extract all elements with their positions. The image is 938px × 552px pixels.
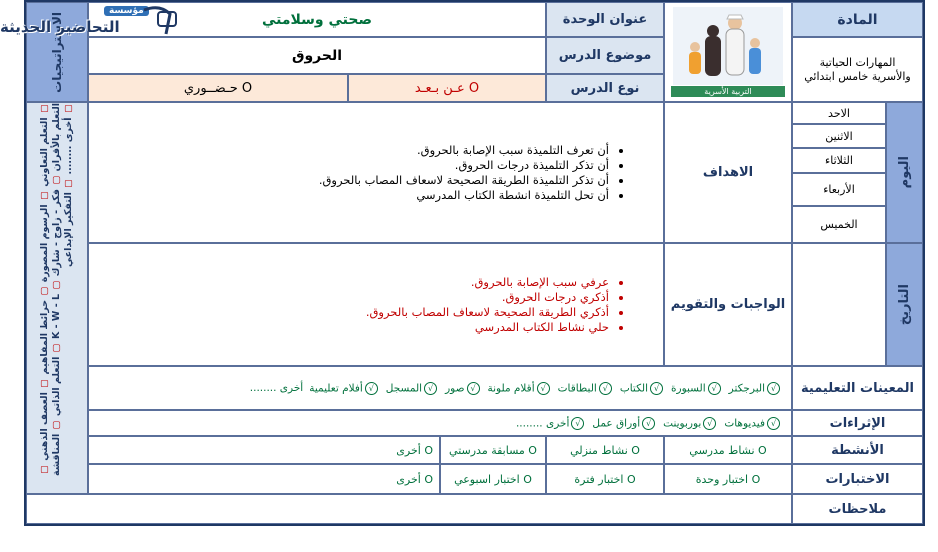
day-wednesday: الأربعاء [792,173,886,206]
day-monday: الاثنين [792,124,886,148]
homework-content [88,243,664,366]
logo-mark-icon [140,6,180,38]
lesson-value: الحروق [88,37,546,74]
test-term[interactable]: اختبار فترة O [546,464,664,494]
strategy-item[interactable]: ▢ التفكير [63,177,74,225]
objectives-label: الاهداف [664,102,792,243]
strategy-item[interactable]: ▢ K - W - L [51,279,62,340]
day-label [886,102,923,243]
day-thursday: الخميس [792,206,886,243]
day-sunday: الاحد [792,102,886,124]
enrichment-options [88,410,792,436]
activity-home[interactable]: نشاط منزلي O [546,436,664,464]
aid-option[interactable]: √أقلام ملونة [488,382,552,395]
test-weekly[interactable]: اختبار اسبوعي O [440,464,546,494]
activity-other[interactable]: أخرى O [88,436,440,464]
activity-school[interactable]: نشاط مدرسي O [664,436,792,464]
subject-text: المهارات الحياتية والأسرية خامس ابتدائي [804,55,911,83]
aid-option[interactable]: √البرجكتر [729,382,782,395]
family-image-cell [664,2,792,102]
notes-value[interactable] [26,494,792,524]
logo-badge: مؤسسة [104,6,149,16]
test-other[interactable]: أخرى O [88,464,440,494]
strategy-item: الإبداعي [63,228,74,267]
date-label [886,243,923,366]
strategies-sidebar [26,102,88,494]
subject-value [792,37,923,102]
tests-label: الاختبارات [792,464,923,494]
enrichment-label: الإثراءات [792,410,923,436]
strategies-header-text: الاستراتيجيات [50,11,64,93]
activities-label: الأنشطة [792,436,923,464]
objective-item: • أن تذكر التلميذة الطريقة الصحيحة لاسعاف المصاب بالحروق. [319,173,609,188]
aid-option[interactable]: √السبورة [671,382,723,395]
strategy-item[interactable]: ▢ أخرى ........ [63,103,74,175]
aid-option[interactable]: √صور [445,382,481,395]
aid-option[interactable]: √أفلام تعليمية [309,382,380,395]
homework-item: • حلي نشاط الكتاب المدرسي [366,320,609,335]
aid-option[interactable]: √المسجل [386,382,439,395]
day-tuesday: الثلاثاء [792,148,886,173]
remote-option[interactable]: عـن بـعـد O [348,74,546,102]
objectives-list [319,143,627,203]
strategy-item[interactable]: ▢ التعلم الذاتي [51,342,62,417]
objective-item: • أن تعرف التلميذة سبب الإصابة بالحروق. [319,143,609,158]
strategy-item[interactable]: ▢ الرسوم المصورة [39,190,50,283]
attend-option[interactable]: حـضــوري O [88,74,348,102]
enrichment-option[interactable]: √أوراق عمل [592,417,657,430]
unit-label: عنوان الوحدة [546,2,664,37]
activity-contest[interactable]: مسابقة مدرستي O [440,436,546,464]
subject-label: المادة [792,2,923,37]
homework-item: • أذكري درجات الحروق. [366,290,609,305]
lesson-label: موضوع الدرس [546,37,664,74]
aid-option[interactable]: √الكتاب [620,382,665,395]
logo [0,6,180,40]
aids-options [88,366,792,410]
strategies-list [39,103,75,489]
objective-item: • أن تحل التلميذة انشطة الكتاب المدرسي [319,188,609,203]
image-caption: التربية الأسرية [671,86,785,97]
lesson-type-label: نوع الدرس [546,74,664,102]
strategy-item[interactable]: ▢ فكر - زاوج - شارك [51,174,62,277]
enrichment-option[interactable]: √فيديوهات [724,417,782,430]
strategy-item[interactable]: ▢ حرائط المفاهيم [39,285,50,375]
homework-list [366,275,627,335]
homework-label: الواجبات والتقويم [664,243,792,366]
day-label-text: اليوم [897,156,912,189]
unit-value: صحتي وسلامتي [88,2,546,37]
aid-option[interactable]: أخرى ........ [249,382,304,394]
objectives-content [88,102,664,243]
date-fields[interactable] [792,243,886,366]
strategy-item[interactable]: ▢ التعلم التعاوني [39,103,50,187]
strategy-item[interactable]: ▢ التعلم بالأقران [39,103,62,475]
test-unit[interactable]: اختبار وحدة O [664,464,792,494]
strategy-item[interactable]: ▢ المناقشة [51,419,62,477]
enrichment-option[interactable]: √بوربوينت [663,417,718,430]
homework-item: • عرفي سبب الإصابة بالحروق. [366,275,609,290]
aids-label: المعينات التعليمية [792,366,923,410]
aid-option[interactable]: √البطاقات [558,382,614,395]
date-label-text: التاريخ [897,283,912,326]
notes-label: ملاحظات [792,494,923,524]
strategy-item[interactable]: ▢ العصف الذهني [39,377,50,461]
homework-item: • أذكري الطريقة الصحيحة لاسعاف المصاب بالحروق. [366,305,609,320]
objective-item: • أن تذكر التلميذة درجات الحروق. [319,158,609,173]
family-illustration [673,7,783,85]
logo-name: التحاضير الحديثة [0,18,120,36]
enrichment-option[interactable]: √أخرى ........ [516,417,586,430]
